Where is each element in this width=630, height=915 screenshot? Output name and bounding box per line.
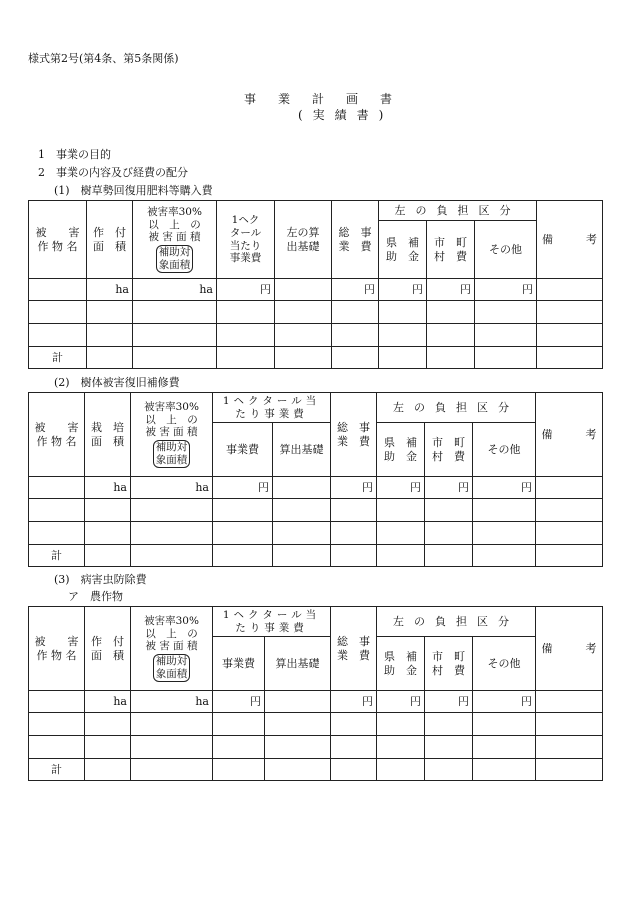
total-row: 計	[29, 545, 603, 567]
header-per-ha-group: 1ヘクタール当 たり事業費	[213, 393, 331, 423]
header-total-cost: 総 事 業 費	[332, 201, 379, 279]
subsidy-area-bracket: 補助対 象面積	[153, 654, 191, 682]
header-remarks: 備 考	[536, 393, 603, 477]
table-row	[29, 522, 603, 545]
header-remarks: 備 考	[537, 201, 603, 279]
section-pest-control: (3) 病害虫防除費	[54, 573, 147, 586]
table-row	[29, 713, 603, 736]
header-burden: 左の負担区分	[379, 201, 537, 221]
header-other: その他	[473, 637, 536, 691]
header-crop: 被 害 作 物 名	[29, 393, 85, 477]
header-other: その他	[475, 221, 537, 279]
table-row	[29, 324, 603, 347]
subsidy-area-bracket: 補助対 象面積	[153, 440, 191, 468]
header-remarks: 備 考	[536, 607, 603, 691]
table-row: ha ha 円 円 円 円 円	[29, 477, 603, 499]
section-purpose: 1 事業の目的	[38, 148, 111, 161]
header-plant-area: 作 付 面 積	[87, 201, 133, 279]
total-row: 計	[29, 759, 603, 781]
page-title: 事業計画書	[244, 92, 415, 106]
subsidy-area-bracket: 補助対 象面積	[156, 245, 194, 273]
header-per-ha: 1ヘク タール 当たり 事業費	[217, 201, 275, 279]
header-crop: 被 害 作 物 名	[29, 607, 85, 691]
table-row	[29, 736, 603, 759]
section-fertilizer: (1) 樹草勢回復用肥料等購入費	[54, 184, 213, 197]
table-row: ha ha 円 円 円 円 円	[29, 279, 603, 301]
header-pref: 県 補 助 金	[379, 221, 427, 279]
section-crops: ア 農作物	[68, 590, 123, 603]
fertilizer-table	[28, 200, 603, 369]
header-crop: 被 害 作 物 名	[29, 201, 87, 279]
table-row	[29, 499, 603, 522]
table-row	[29, 301, 603, 324]
pest-control-table	[28, 606, 603, 781]
header-pref: 県 補 助 金	[377, 423, 425, 477]
header-left-calc: 左の算 出基礎	[275, 201, 332, 279]
header-burden: 左の負担区分	[377, 393, 536, 423]
header-other: その他	[473, 423, 536, 477]
header-pref: 県 補 助 金	[377, 637, 425, 691]
header-plant-area: 作 付 面 積	[85, 607, 131, 691]
header-project-cost: 事業費	[213, 423, 273, 477]
header-burden: 左の負担区分	[377, 607, 536, 637]
header-city: 市 町 村 費	[425, 423, 473, 477]
total-row: 計	[29, 347, 603, 369]
header-calc-basis: 算出基礎	[265, 637, 331, 691]
header-cultivation-area: 栽 培 面 積	[85, 393, 131, 477]
section-content: 2 事業の内容及び経費の配分	[38, 166, 188, 179]
header-damage-area: 被害率30% 以 上 の 被 害 面 積 補助対 象面積	[131, 393, 213, 477]
header-per-ha-group: 1ヘクタール当 たり事業費	[213, 607, 331, 637]
header-total-cost: 総 事 業 費	[331, 607, 377, 691]
header-city: 市 町 村 費	[425, 637, 473, 691]
header-city: 市 町 村 費	[427, 221, 475, 279]
header-calc-basis: 算出基礎	[273, 423, 331, 477]
header-total-cost: 総 事 業 費	[331, 393, 377, 477]
header-project-cost: 事業費	[213, 637, 265, 691]
section-tree-repair: (2) 樹体被害復旧補修費	[54, 376, 180, 389]
header-damage-area: 被害率30% 以 上 の 被 害 面 積 補助対 象面積	[133, 201, 217, 279]
header-damage-area: 被害率30% 以 上 の 被 害 面 積 補助対 象面積	[131, 607, 213, 691]
form-number: 様式第2号(第4条、第5条関係)	[28, 52, 179, 65]
table-row: ha ha 円 円 円 円 円	[29, 691, 603, 713]
tree-repair-table	[28, 392, 603, 567]
page-subtitle: (実績書)	[298, 108, 394, 122]
